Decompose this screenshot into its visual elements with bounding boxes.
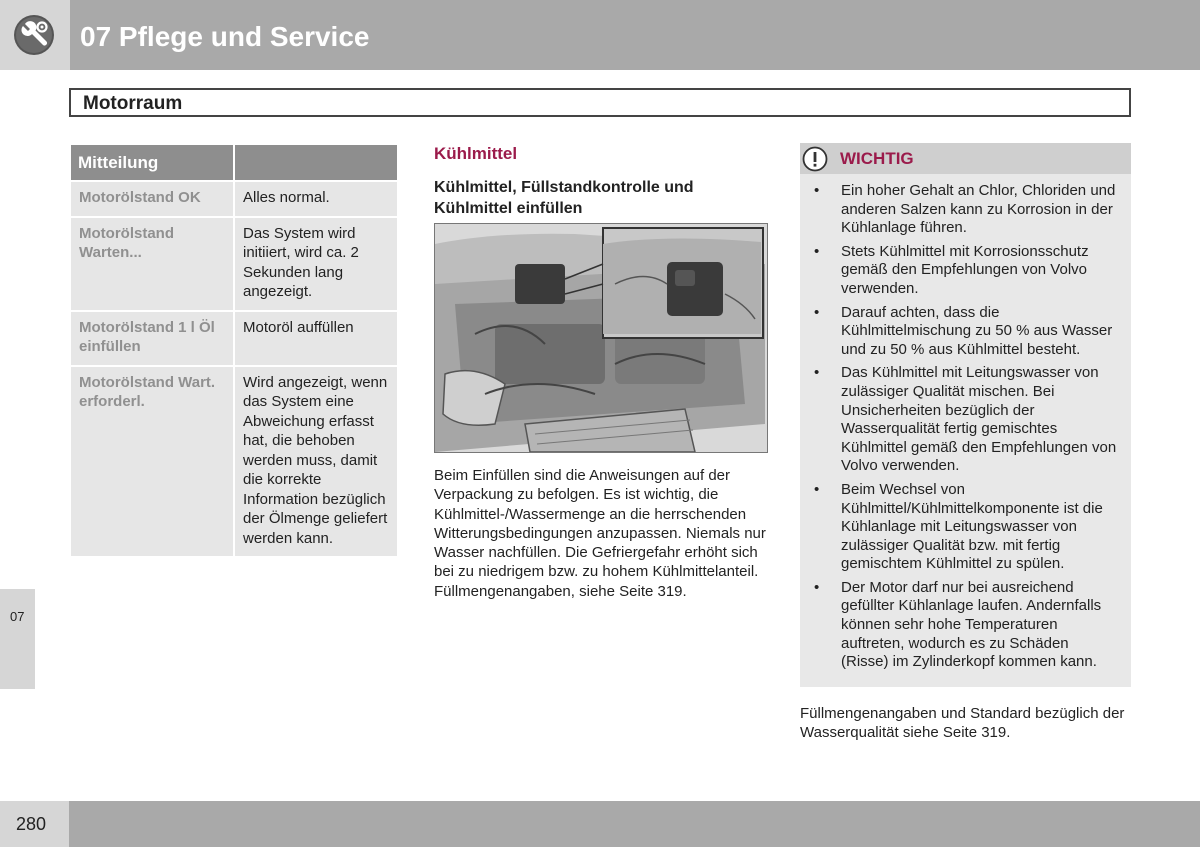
table-row — [71, 312, 397, 365]
warning-header — [800, 143, 1131, 174]
table-cell-message: Motorölstand Wart. erforderl. — [71, 367, 233, 557]
list-item-text: Der Motor darf nur bei ausreichend gefüllter Kühlanlage laufen. Andernfalls können sehr hohe Temperaturen auftreten, wodurch es zu Schäden (Risse) im Zylinderkopf kommen kann. — [841, 578, 1102, 671]
list-item — [814, 364, 1119, 476]
bullet: • — [814, 242, 820, 260]
bullet: • — [814, 578, 820, 596]
list-item-text: Stets Kühlmittel mit Korrosionsschutz gemäß den Empfehlungen von Volvo verwenden. — [841, 242, 1089, 297]
section-title: Motorraum — [83, 93, 183, 114]
coolant-heading: Kühlmittel — [434, 144, 518, 163]
coolant-section — [434, 143, 768, 601]
list-item — [814, 579, 1119, 672]
list-item-text: Darauf achten, dass die Kühlmittelmischung zu 50 % aus Wasser und zu 50 % aus Kühlmittel besteht. — [841, 303, 1113, 358]
page-title: 07 Pflege und Service — [80, 21, 370, 52]
bullet: • — [814, 364, 820, 382]
table-header-meaning — [235, 145, 397, 180]
header-icon-box — [0, 0, 70, 70]
page-number-box — [0, 801, 69, 847]
table-row — [71, 182, 397, 216]
list-item-text: Das Kühlmittel mit Leitungswasser von zulässiger Qualität mischen. Bei Unsicherheiten bezüglich der Wasserqualität fertig gemischtes Kühlmittel gemäß den Empfehlungen von Volvo verwenden. — [841, 364, 1117, 475]
exclamation-circle-icon — [802, 146, 828, 172]
page-header — [0, 0, 1200, 70]
bullet: • — [814, 480, 820, 498]
list-item-text: Ein hoher Gehalt an Chlor, Chloriden und anderen Salzen kann zu Korrosion in der Kühlanlage führen. — [841, 182, 1116, 237]
table-cell-message: Motorölstand OK — [71, 182, 233, 216]
table-cell-meaning: Motoröl auffüllen — [235, 312, 397, 365]
table-cell-message: Motorölstand 1 l Öl einfüllen — [71, 312, 233, 365]
table-cell-meaning: Das System wird initiiert, wird ca. 2 Sekunden lang angezeigt. — [235, 218, 397, 310]
chapter-side-tab — [0, 589, 35, 689]
table-row — [71, 218, 397, 310]
table-header-message: Mitteilung — [71, 145, 233, 180]
warning-box — [800, 143, 1131, 687]
page-number: 280 — [16, 814, 47, 834]
fill-quantity-note: Füllmengenangaben und Standard bezüglich der Wasserqualität siehe Seite 319. — [800, 704, 1125, 742]
warning-title: WICHTIG — [840, 149, 914, 168]
list-item — [814, 304, 1119, 360]
chapter-tab-label: 07 — [10, 609, 25, 624]
list-item — [814, 182, 1119, 238]
engine-bay-drawing — [435, 224, 767, 452]
list-item — [814, 481, 1119, 574]
coolant-body-text: Beim Einfüllen sind die Anweisungen auf der Verpackung zu befolgen. Es ist wichtig, die Kühlmittel-/Wassermenge an die herrschenden Witterungsbedingungen anzupassen. Niemals nur Wasser nachfüllen. Die Gefriergefahr erhöht sich bei zu niedrigem bzw. zu hohem Kühlmittelanteil. Füllmengenangaben, siehe Seite 319. — [434, 467, 766, 600]
warning-list — [800, 174, 1131, 672]
page-footer — [0, 801, 1200, 847]
engine-bay-illustration — [434, 223, 768, 453]
wrench-gear-icon — [12, 13, 56, 57]
coolant-subheading: Kühlmittel, Füllstandkontrolle und Kühlmittel einfüllen — [434, 179, 694, 217]
message-table — [69, 143, 399, 558]
bullet: • — [814, 182, 820, 199]
bullet: • — [814, 303, 820, 321]
table-cell-meaning: Alles normal. — [235, 182, 397, 216]
table-cell-message: Motorölstand Warten... — [71, 218, 233, 310]
list-item-text: Beim Wechsel von Kühlmittel/Kühlmittelkomponente ist die Kühlanlage mit Leitungswasser von zulässiger Qualität bzw. mit fertig gemischtem Kühlmittel zu spülen. — [841, 480, 1103, 573]
list-item — [814, 243, 1119, 299]
warning-section — [800, 143, 1131, 743]
table-row — [71, 367, 397, 557]
table-cell-meaning: Wird angezeigt, wenn das System eine Abweichung erfasst hat, die behoben werden muss, damit die korrekte Information bezüglich der Ölmenge geliefert werden kann. — [235, 367, 397, 557]
section-title-box — [69, 88, 1131, 117]
